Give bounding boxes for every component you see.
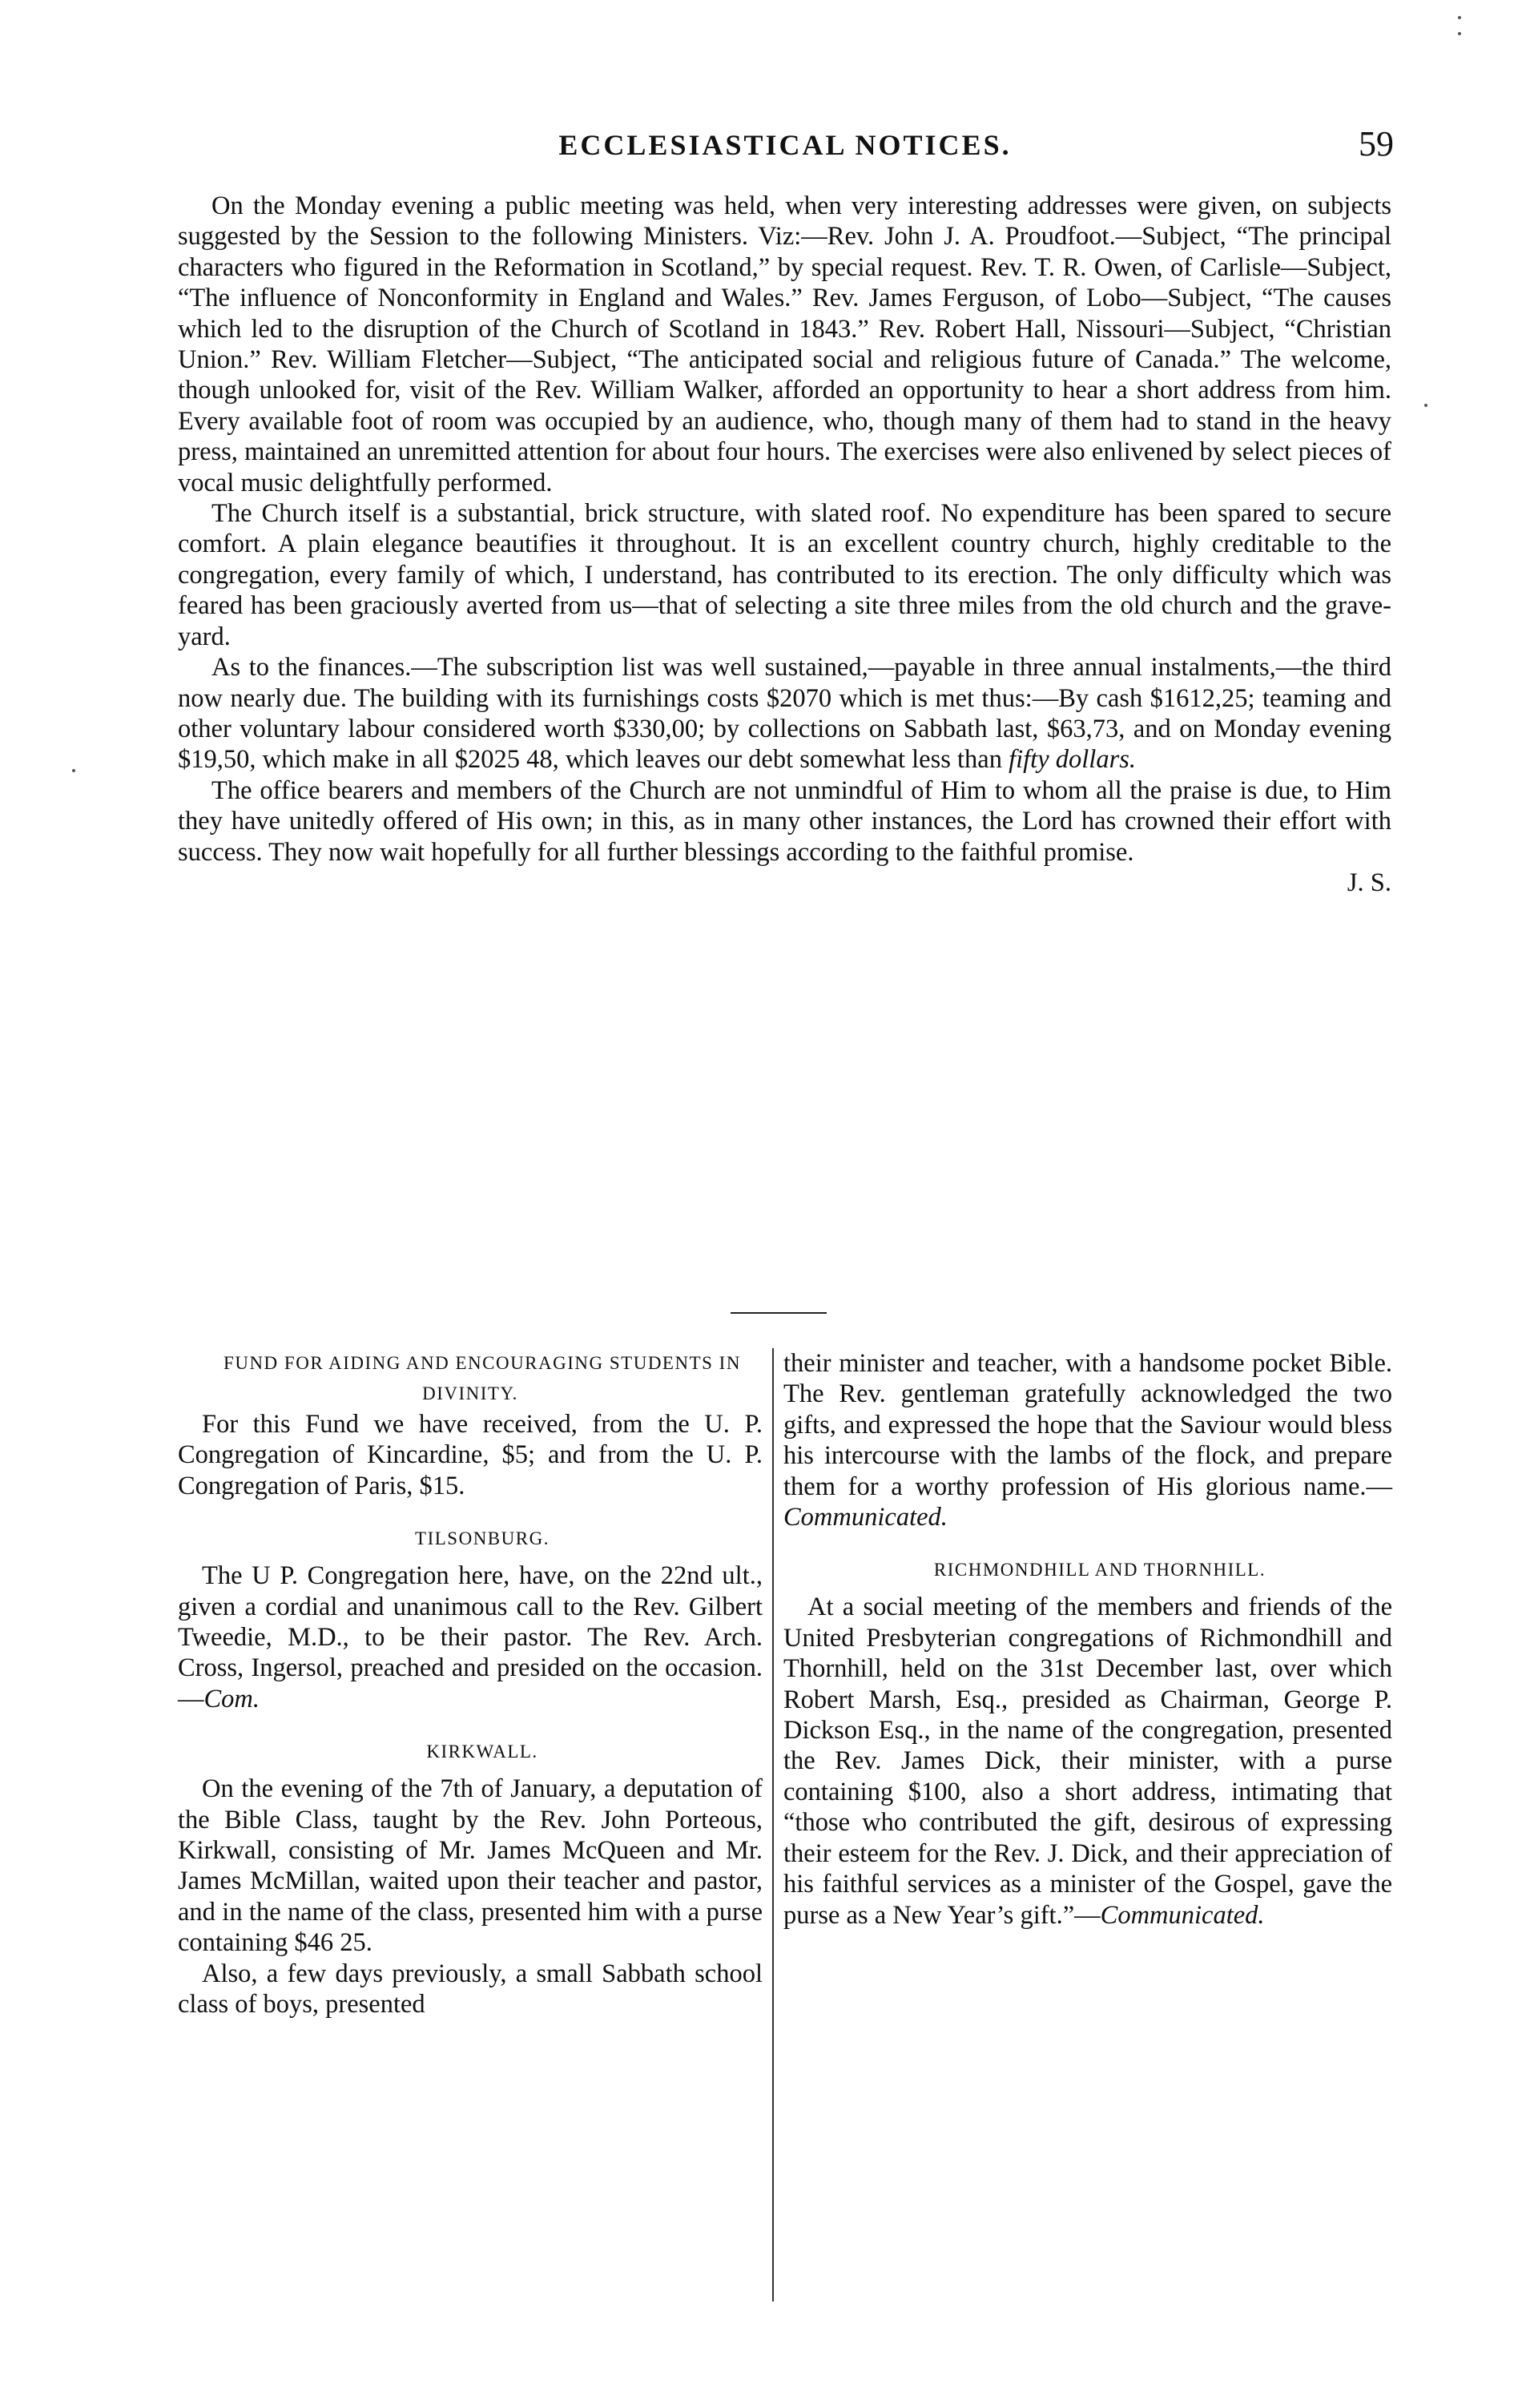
closing-paragraph: The office bearers and members of the Church are not unmindful of Him to whom all the praise is due, to Him they have unitedly offered of His own; in this, as in many other instances, the Lord has crowned their effort with success. They now wait hopefully for all further blessings according to the faithful promise.	[178, 775, 1391, 867]
kirkwall-continued-text: their minister and teacher, with a handsome pocket Bible. The Rev. gentleman gratefully acknowledged the two gifts, and expressed the hope that the Saviour would bless his intercourse with the lambs of the flock, and prepare them for a worthy profession of His glorious name.—	[783, 1349, 1392, 1501]
richmondhill-credit: Communicated.	[1100, 1900, 1265, 1930]
section-divider	[731, 1312, 827, 1314]
kirkwall-credit: Communicated.	[783, 1503, 948, 1532]
richmondhill-heading: RICHMONDHILL AND THORNHILL.	[933, 1560, 1266, 1581]
richmondhill-text: At a social meeting of the members and friends of the United Presbyterian congregations of Richmondhill and Thornhill, held on the 31st December last, over which Robert Marsh, Esq., presided as Chairman, George P. Dickson Esq., in the name of the congregation, presented the Rev. James Dick, their minister, with a purse containing $100, also a short address, intimating that “those who contributed the gift, desirous of expressing their esteem for the Rev. J. Dick, and their appreciation of his faithful services as a minister of the Gospel, gave the purse as a New Year’s gift.”—	[783, 1593, 1392, 1930]
article-signature: J. S.	[1347, 868, 1391, 897]
tilsonburg-text: The U P. Congregation here, have, on the 22nd ult., given a cordial and unanimous call to the Rev. Gilbert Tweedie, M.D., to be their pastor. The Rev. Arch. Cross, Ingersol, preached and presided on the occasion.—	[178, 1561, 763, 1713]
page-number: 59	[1359, 124, 1394, 163]
finances-emphasis: fifty dollars.	[1009, 745, 1136, 775]
column-rule	[772, 1348, 774, 2301]
richmondhill-paragraph	[783, 1592, 1392, 1930]
article-paragraph: On the Monday evening a public meeting was held, when very interesting addresses were given, on subjects suggested by the Session to the following Ministers. Viz:—Rev. John J. A. Proudfoot.—Subject, “The principal characters who figured in the Reformation in Scotland,” by special request. Rev. T. R. Owen, of Carlisle—Subject, “The influence of Nonconformity in England and Wales.” Rev. James Ferguson, of Lobo—Subject, “The causes which led to the disruption of the Church of Scotland in 1843.” Rev. Robert Hall, Nissouri—Subject, “Christian Union.” Rev. William Fletcher—Subject, “The anticipated social and religious future of Canada.” The welcome, though unlooked for, visit of the Rev. William Walker, afforded an opportunity to hear a short address from him. Every available foot of room was occupied by an audience, who, though many of them had to stand in the heavy press, maintained an unremitted attention for about four hours. The exercises were also enlivened by select pieces of vocal music delightfully performed.	[178, 191, 1391, 497]
fund-paragraph: For this Fund we have received, from the U. P. Congregation of Kincardine, $5; and from the U. P. Congregation of Paris, $15.	[178, 1410, 763, 1500]
running-title: ECCLESIASTICAL NOTICES.	[558, 129, 1012, 161]
scan-speck	[1458, 32, 1461, 35]
fund-heading: FUND FOR AIDING AND ENCOURAGING STUDENTS IN DIVINITY.	[223, 1353, 741, 1403]
scan-speck	[1458, 16, 1461, 19]
right-column	[783, 1348, 1392, 1931]
left-column	[178, 1348, 763, 2020]
page-header	[176, 124, 1394, 176]
tilsonburg-paragraph	[178, 1560, 763, 1714]
scan-speck	[1424, 404, 1427, 407]
tilsonburg-credit: Com.	[203, 1684, 260, 1713]
kirkwall-continued-paragraph	[783, 1348, 1392, 1532]
finances-text: As to the finances.—The subscription list was well sustained,—payable in three annual instalments,—the third now nearly due. The building with its furnishings costs $2070 which is met thus:—By cash $1612,25; teaming and other voluntary labour considered worth $330,00; by collections on Sabbath last, $63,73, and on Monday evening $19,50, which make in all $2025 48, which leaves our debt somewhat less than	[178, 653, 1391, 775]
main-article	[178, 191, 1391, 898]
tilsonburg-heading: TILSONBURG.	[415, 1528, 550, 1549]
kirkwall-heading: KIRKWALL.	[426, 1742, 538, 1762]
kirkwall-paragraph-2: Also, a few days previously, a small Sabbath school class of boys, presented	[178, 1959, 763, 2019]
finances-paragraph	[178, 652, 1391, 775]
kirkwall-paragraph: On the evening of the 7th of January, a deputation of the Bible Class, taught by the Rev. John Porteous, Kirkwall, consisting of Mr. James McQueen and Mr. James McMillan, waited upon their teacher and pastor, and in the name of the class, presented him with a purse containing $46 25.	[178, 1774, 763, 1958]
article-paragraph: The Church itself is a substantial, brick structure, with slated roof. No expenditure has been spared to secure comfort. A plain elegance beautifies it throughout. It is an excellent country church, highly creditable to the congregation, every family of which, I understand, has contributed to its erection. The only difficulty which was feared has been graciously averted from us—that of selecting a site three miles from the old church and the grave-yard.	[178, 499, 1391, 651]
scan-speck	[72, 769, 75, 772]
